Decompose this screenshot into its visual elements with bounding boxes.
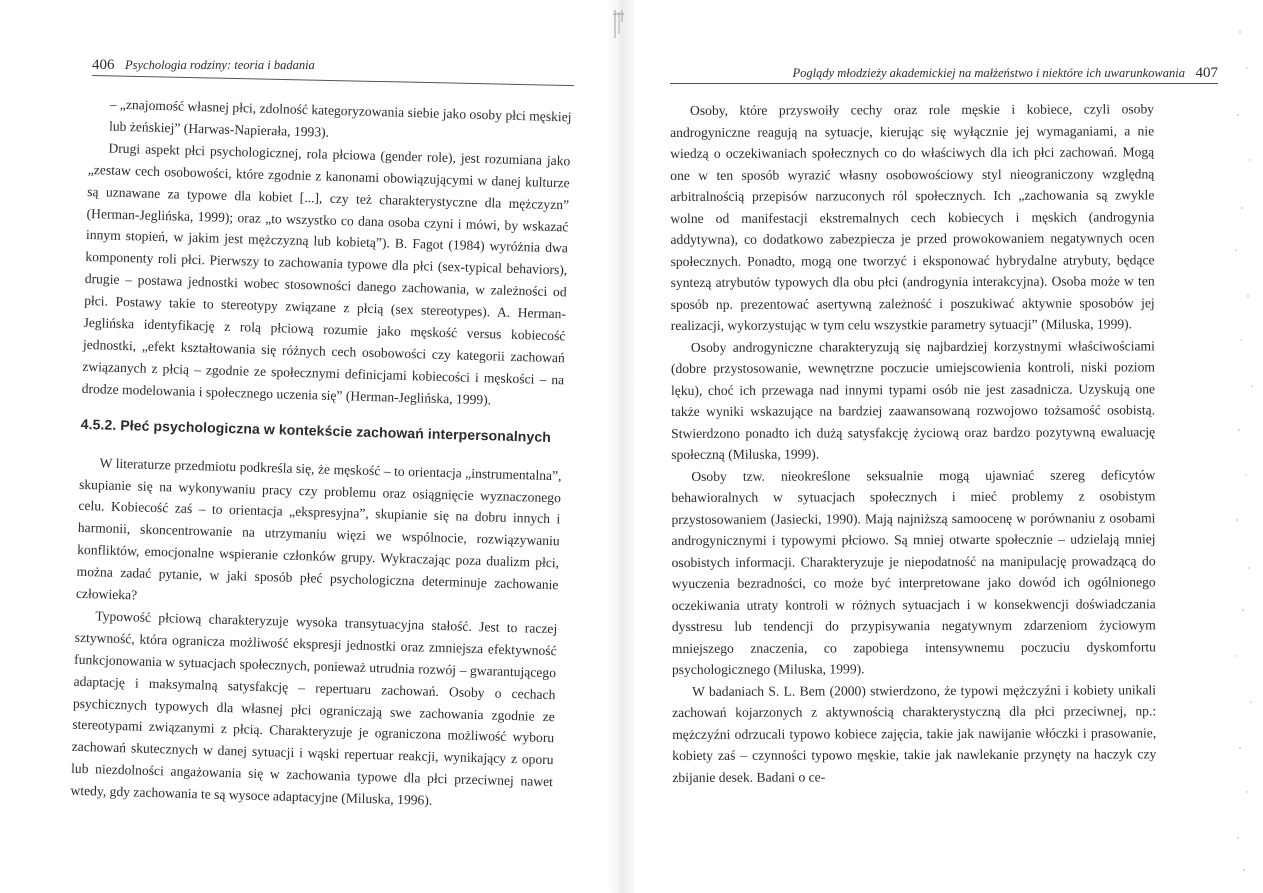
right-page-header <box>734 64 1218 83</box>
paragraph: Osoby tzw. nieokreślone seksualnie mogą ujawniać szereg deficytów behawioralnych w sytuacjach społecznych i mieć problemy z osobistym przystosowaniem (Jasiecki, 1990). Mają najniższą samoocenę w porównaniu z osobami androgynicznymi i typowymi płciowo. Są mniej otwarte społecznie – udzielają mniej osobistych informacji. Charakteryzuje je niepodatność na manipulację prowadzącą do wyuczenia bezradności, co może być interpretowane jako dowód ich ogólnionego oczekiwania utraty kontroli w różnych sytuacjach i w konsekwencji doświadczania dysstresu lub tendencji do przypisywania negatywnym zdarzeniom życiowym mniejszego znaczenia, co zapobiega intensywnemu poczuciu dyskomfortu psychologicznego (Miluska, 1999). <box>671 466 1156 677</box>
left-page <box>0 0 615 893</box>
left-header-rule <box>92 75 574 86</box>
right-page-body <box>670 98 1156 788</box>
paragraph: W badaniach S. L. Bem (2000) stwierdzono, że typowi mężczyźni i kobiety unikali zachowań kojarzonych z aktywnością charakterystyczną dla płci przeciwnej, np.: mężczyźni odrzucali typowo kobiece zajęcia, takie jak nawijanie włóczki i prasowanie, kobiety zaś – czynności typowo męskie, takie jak nawlekanie przynęty na haczyk czy zbijanie desek. Badani o ce- <box>672 681 1157 785</box>
left-running-head: Psychologia rodziny: teoria i badania <box>125 58 315 72</box>
paragraph: Drugi aspekt płci psychologicznej, rola płciowa (gender role), jest rozumiana jako „zestaw cech osobowości, które zgodnie z kanonami obowiązującymi w danej kulturze są uznawane za typowe dla kobiet [...], czy też charakterystyczne dla mężczyzn” (Herman-Jeglińska, 1999); oraz „to wszystko co dana osoba czyni i mówi, by wskazać innym stopień, w jakim jest mężczyzną lub kobietą”). B. Fagot (1984) wyróżnia dwa komponenty roli płci. Pierwszy to zachowania typowe dla płci (sex-typical behaviors), drugie – postawa jednostki wobec stosowności danego zachowania, w zależności od płci. Postawy takie to stereotypy związane z płcią (sex stereotypes). A. Herman-Jeglińska identyfikację z rolą płciową rozumie jako męskość versus kobiecość jednostki, „efekt kształtowania się różnych cech osobowości czy kategorii zachowań związanych z płcią – zgodnie ze społecznymi definicjami kobiecości i męskości – na drodze modelowania i społecznego uczenia się” (Herman-Jeglińska, 1999). <box>81 140 571 408</box>
paragraph: Osoby androgyniczne charakteryzują się najbardziej korzystnymi właściwościami (dobre przystosowanie, wewnętrzne poczucie umiejscowienia kontroli, niski poziom lęku), choć ich przewaga nad innymi typami osób nie jest zasadnicza. Uzyskują one także wyniki wskazujące na bardziej zaawansowaną rozwojowo tożsamość osobistą. Stwierdzono ponadto ich dużą satysfakcję życiową oraz bardzo pozytywną ewaluację społeczną (Miluska, 1999). <box>670 337 1156 462</box>
right-header-rule <box>670 83 1218 84</box>
paragraph: Typowość płciową charakteryzuje wysoka transytuacyjna stałość. Jest to raczej sztywność, która ogranicza możliwość ekspresji jednostki oraz zmniejsza efektywność funkcjonowania w sytuacjach społecznych, ponieważ utrudnia rozwój – gwarantującego adaptację i maksymalną satysfakcję – repertuaru zachowań. Osoby o cechach psychicznych typowych dla własnej płci ograniczają swe zachowania zgodnie ze stereotypami związanymi z płcią. Charakteryzuje je ograniczona możliwość wyboru zachowań skutecznych w danej sytuacji i wąski repertuar reakcji, wynikający z oporu lub niezdolności angażowania się w zachowania typowe dla płci przeciwnej nawet wtedy, gdy zachowania te są wysoce adaptacyjne (Miluska, 1996). <box>70 608 558 809</box>
right-page-number: 407 <box>1195 65 1218 81</box>
paragraph: W literaturze przedmiotu podkreśla się, że męskość – to orientacja „instrumentalna”, skupianie się na wykonywaniu pracy czy problemu oraz osiągnięcie wyznaczonego celu. Kobiecość zaś – to orientacja „ekspresyjna”, skupianie się na dobru innych i harmonii, skoncentrowanie na utrzymaniu więzi we wspólnocie, rozwiązywaniu konfliktów, emocjonalne wspieranie członków grupy. Wykraczając poza dualizm płci, można zadać pytanie, w jaki sposób płeć psychologiczna determinuje zachowanie człowieka? <box>75 455 562 603</box>
section-heading: 4.5.2. Płeć psychologiczna w kontekście zachowań interpersonalnych <box>80 415 552 445</box>
left-page-body <box>70 93 572 815</box>
page-edge-speckles <box>1232 20 1256 880</box>
paragraph: Osoby, które przyswoiły cechy oraz role męskie i kobiece, czyli osoby androgyniczne reagują na sytuacje, kierując się wyłącznie jej wymaganiami, a nie wiedzą o oczekiwaniach społecznych co do właściwych dla ich płci zachowań. Mogą one w ten sposób wyrazić własny osobowościowy styl nieograniczony względną arbitralnością przepisów narzuconych ról społecznych. Ich „zachowania są zwykle wolne od manifestacji ekstremalnych cech kobiecych i męskich (androgynia addytywna), co dodatkowo zabezpiecza je przed prowokowaniem negatywnych ocen społecznych. Ponadto, mogą one tworzyć i eksponować hybrydalne atrybuty, będące syntezą atrybutów typowych dla obu płci (androgynia interakcyjna). Osoba może w ten sposób np. prezentować asertywną zależność i poszukiwać aktywnie sposobów jej realizacji, wykorzystując w tym celu wszystkie parametry sytuacji” (Miluska, 1999). <box>670 101 1155 333</box>
right-running-head: Poglądy młodzieży akademickiej na małżeństwo i niektóre ich uwarunkowania <box>792 66 1185 80</box>
paragraph: – „znajomość własnej płci, zdolność kategoryzowania siebie jako osoby płci męskiej lub żeńskiej” (Harwas-Napierała, 1993). <box>108 96 572 140</box>
left-page-header <box>92 56 315 75</box>
left-page-number: 406 <box>92 57 115 73</box>
